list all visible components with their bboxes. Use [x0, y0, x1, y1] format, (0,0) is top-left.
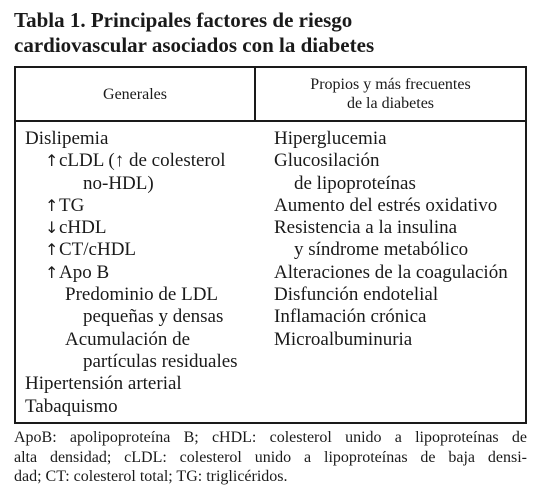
generales-item-text: Dislipemia — [25, 128, 109, 149]
arrow-up-icon: ↑ — [45, 240, 59, 260]
risk-factors-table — [14, 66, 527, 424]
generales-item-text: Apo B — [59, 261, 110, 283]
generales-item — [25, 239, 253, 261]
propios-item: Aumento del estrés oxidativo — [274, 194, 498, 216]
generales-item — [25, 373, 253, 395]
arrow-down-icon: ↓ — [45, 218, 59, 238]
arrow-up-icon: ↑ — [45, 151, 59, 171]
generales-item — [25, 217, 253, 239]
propios-item: y síndrome metabólico — [294, 239, 469, 261]
propios-item: Alteraciones de la coagulación — [274, 261, 508, 283]
generales-item-text: partículas residuales — [83, 350, 238, 372]
header-propios-line-2: de la diabetes — [346, 95, 435, 112]
header-propios-line-1: Propios y más frecuentes — [310, 76, 471, 93]
footnote-line-1: ApoB: apolipoproteína B; cHDL: colesterol unido a lipoproteínas de — [14, 429, 527, 446]
generales-item-text: Acumulación de — [65, 328, 191, 350]
propios-item: Inflamación crónica — [274, 306, 427, 328]
generales-column — [25, 128, 253, 418]
arrow-up-icon: ↑ — [45, 195, 59, 215]
generales-item-text: pequeñas y densas — [83, 306, 224, 328]
generales-item — [25, 329, 253, 351]
generales-item — [25, 306, 253, 328]
generales-item-text: Tabaquismo — [25, 395, 118, 417]
arrow-up-icon: ↑ — [45, 262, 59, 282]
table-title-line-1: Tabla 1. Principales factores de riesgo — [14, 8, 353, 32]
propios-item: Microalbuminuria — [274, 328, 413, 350]
table-header-row — [16, 68, 525, 122]
table-title — [14, 8, 529, 58]
generales-item — [25, 195, 253, 217]
generales-item — [25, 150, 253, 172]
propios-item: de lipoproteínas — [294, 172, 416, 194]
generales-item — [25, 396, 253, 418]
table-title-line-2: cardiovascular asociados con la diabetes — [14, 33, 375, 57]
generales-item-text: cLDL (↑ de colesterol — [59, 150, 226, 172]
generales-item — [25, 351, 253, 373]
generales-item — [25, 284, 253, 306]
generales-item — [25, 262, 253, 284]
footnote-line-2: alta densidad; cLDL: colesterol unido a lipoproteínas de baja densi- — [14, 448, 527, 466]
generales-item — [25, 128, 253, 150]
generales-item-text: cHDL — [59, 217, 107, 239]
footnote-line-3: dad; CT: colesterol total; TG: triglicéridos. — [14, 468, 288, 485]
generales-item-text: CT/cHDL — [59, 239, 137, 261]
propios-item: Glucosilación — [274, 150, 380, 172]
table-footnote — [14, 428, 527, 487]
header-generales: Generales — [103, 85, 167, 103]
propios-column — [274, 128, 524, 351]
generales-item-text: Hipertensión arterial — [25, 373, 182, 395]
generales-item-text: TG — [59, 194, 85, 216]
header-propios — [256, 68, 525, 120]
generales-item — [25, 173, 253, 195]
generales-item-text: Predominio de LDL — [65, 284, 219, 306]
propios-item: Hiperglucemia — [274, 128, 387, 149]
propios-item: Disfunción endotelial — [274, 284, 439, 306]
generales-item-text: no-HDL) — [83, 172, 154, 194]
propios-item: Resistencia a la insulina — [274, 217, 458, 239]
